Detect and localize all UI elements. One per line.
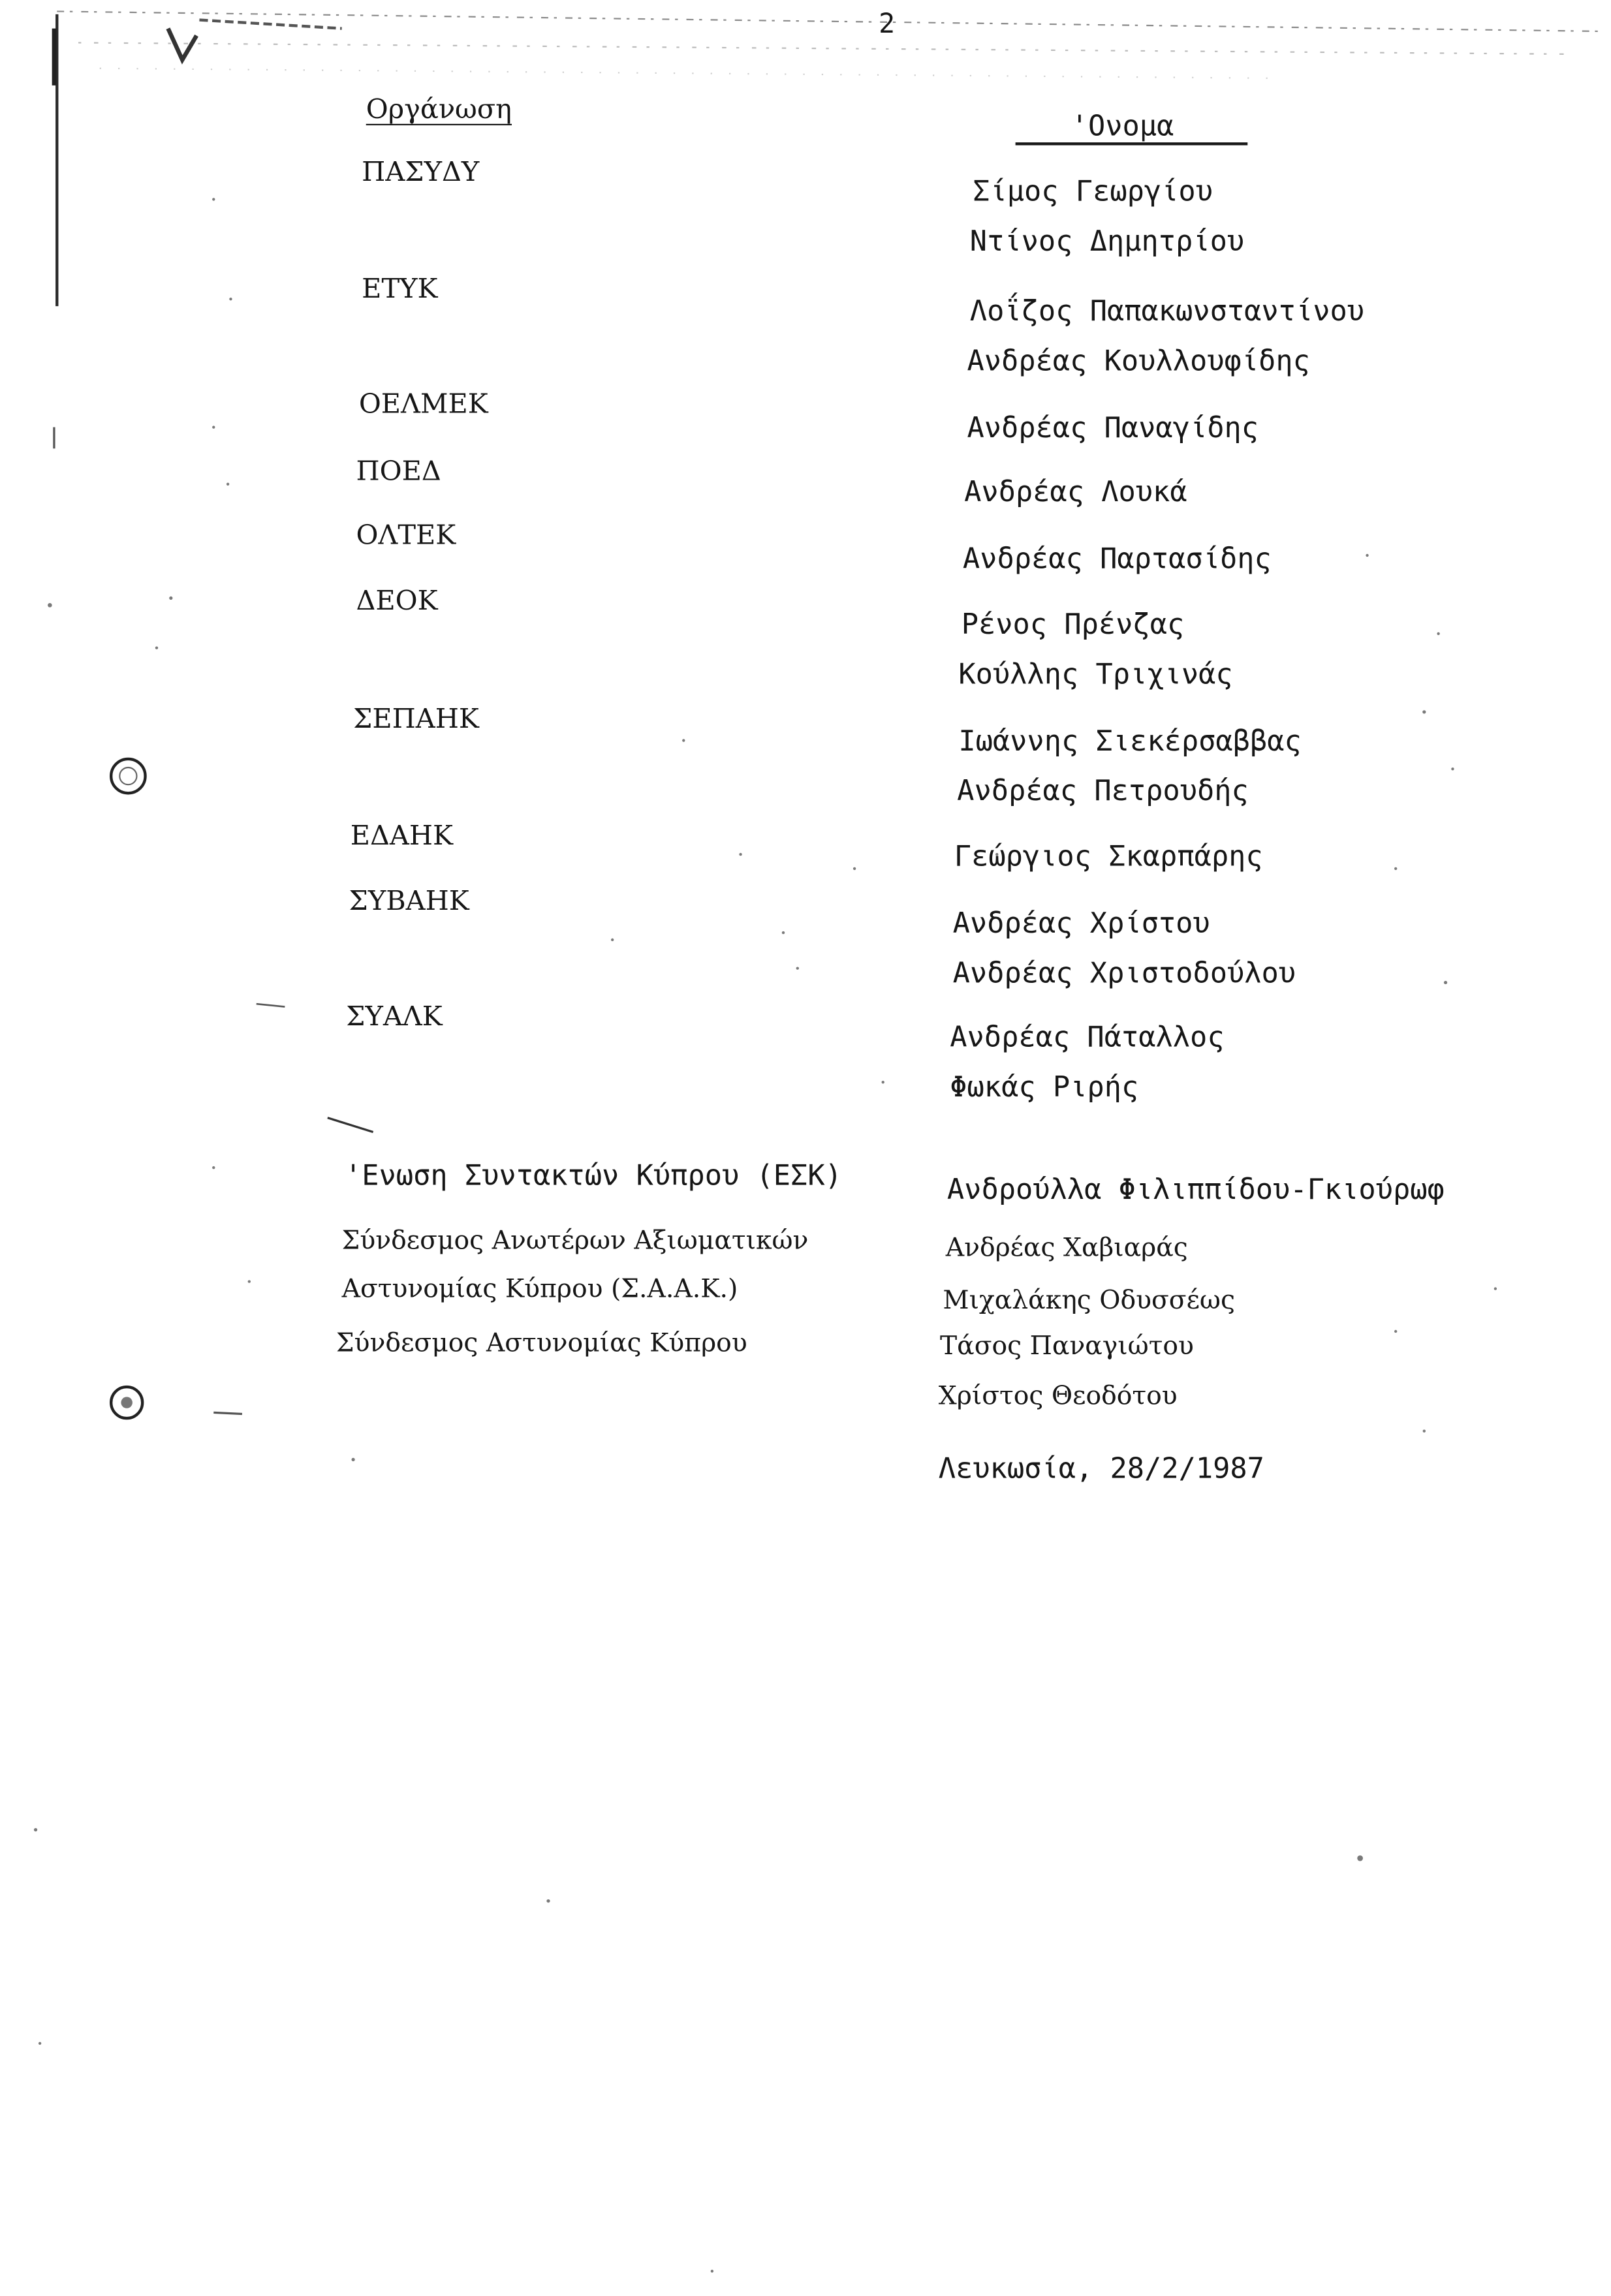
place-date: Λευκωσία, 28/2/1987 [938,1451,1264,1485]
name-item: Τάσος Παναγιώτου [939,1331,1194,1361]
name-item: Σίμος Γεωργίου [973,174,1213,208]
name-item: Φωκάς Ριρής [950,1069,1139,1104]
name-item: Ρένος Πρένζας [961,606,1185,641]
organization-item: Σύνδεσμος Αστυνομίας Κύπρου [336,1328,747,1359]
organization-item: ΠΑΣΥΔΥ [362,156,480,188]
organization-item: ΟΕΛΜΕΚ [358,388,488,420]
header-organization: Οργάνωση [366,93,512,125]
name-item: Ντίνος Δημητρίου [969,223,1245,258]
name-item: Ανδρέας Χριστοδούλου [952,955,1296,990]
name-item: Ανδρέας Χρίστου [952,905,1210,940]
name-item: Μιχαλάκης Οδυσσέως [943,1286,1235,1316]
organization-item: ΣΥΑΛΚ [346,1001,443,1032]
organization-item: Αστυνομίας Κύπρου (Σ.Α.Α.Κ.) [341,1274,738,1305]
organization-item: ΕΤΥΚ [362,273,438,305]
organization-item: 'Ενωση Συντακτών Κύπρου (ΕΣΚ) [344,1157,842,1192]
page-number: 2 [879,8,896,40]
name-item: Ανδρέας Πάταλλος [950,1019,1225,1054]
name-item: Ανδρέας Κουλλουφίδης [967,343,1310,378]
name-item: Ανδρέας Παρτασίδης [962,541,1272,576]
organization-item: ΣΕΠΑΗΚ [353,703,479,735]
name-item: Γεώργιος Σκαρπάρης [954,839,1263,873]
name-item: Χρίστος Θεοδότου [938,1381,1178,1412]
name-item: Κούλλης Τριχινάς [958,656,1233,691]
name-item: Ανδρέας Χαβιαράς [945,1233,1188,1264]
organization-item: Σύνδεσμος Ανωτέρων Αξιωματικών [341,1226,809,1256]
organization-item: ΕΔΑΗΚ [350,820,453,852]
header-name-underline [1016,142,1248,145]
header-name: 'Ονομα [1071,108,1174,143]
organization-item: ΠΟΕΔ [356,456,441,488]
organization-item: ΣΥΒΑΗΚ [349,886,469,918]
name-item: Ανδρέας Πετρουδής [957,773,1249,808]
name-item: Ιωάννης Σιεκέρσαββας [958,723,1302,758]
name-item: Ανδρέας Λουκά [964,474,1187,508]
organization-item: ΟΛΤΕΚ [356,520,456,551]
organization-item: ΔΕΟΚ [356,585,438,617]
name-item: Λοΐζος Παπακωνσταντίνου [969,293,1365,328]
name-item: Ανδρέας Παναγίδης [967,410,1259,444]
name-item: Ανδρούλλα Φιλιππίδου-Γκιούρωφ [946,1171,1445,1206]
